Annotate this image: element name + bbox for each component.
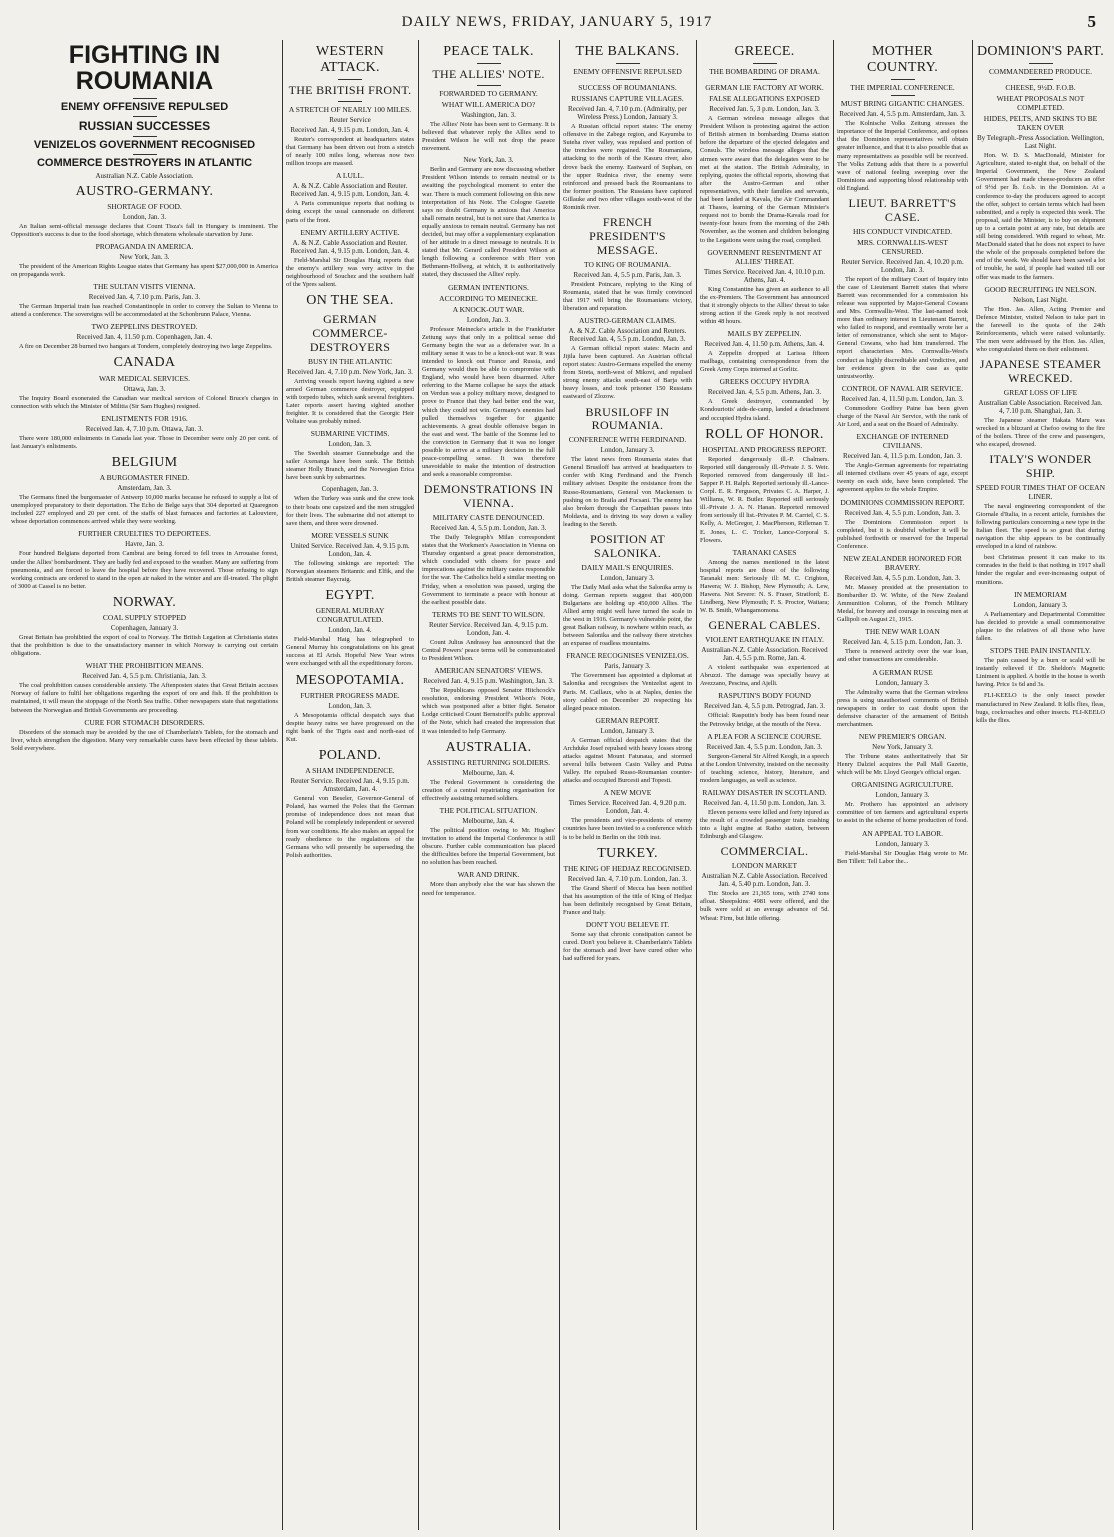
column-3 xyxy=(418,40,558,1530)
section-heading: THE BRITISH FRONT. xyxy=(288,83,412,98)
subheading: MUST BRING GIGANTIC CHANGES. xyxy=(840,99,965,109)
section-heading: MESOPOTAMIA. xyxy=(295,672,405,688)
section-heading: BELGIUM xyxy=(111,454,178,470)
article-paragraph: An Italian semi-official message declares that Count Tisza's fall in Hungary is imminent. The Opposition's success is due to the food shortage, which threatens wholesale starvation by June. xyxy=(11,222,278,238)
dateline: Received Jan. 4, 11.50 p.m. Athens, Jan. 4. xyxy=(704,340,825,349)
section-heading: POLAND. xyxy=(318,748,382,764)
dateline: A. & N.Z. Cable Association and Reuters. Received Jan. 4, 5.5 p.m. London, Jan. 3. xyxy=(568,326,687,343)
article-paragraph: Reported dangerously ill.-P. Chalmers. Reported still dangerously ill.-Private J. S. Weir. Reported removed from dangerously ill list.-Sapper P. H. Ralph. Reported seriously ill.-Lance-Corpl. E. R. Ferguson, Privates C. A. Harper, J. Williams, W. R. Butler. Reported still seriously ill.-Private J. A. N. Hanan. Reported removed from seriously ill list.-Privates P. M. Carriel, C. S. Kelly, A. McGregor, J. MacPherson, Rifleman T. E. Jones, L. C. Tricker, Lance-Corporal S. Flowers. xyxy=(700,455,829,544)
subheading: WAR MEDICAL SERVICES. xyxy=(99,373,190,383)
separator-rule xyxy=(338,79,362,80)
article-paragraph: The president of the American Rights League states that Germany has spent $27,000,000 in America on propaganda work. xyxy=(11,263,278,279)
section-heading: THE BALKANS. xyxy=(575,44,680,59)
subheading: COMMANDEERED PRODUCE. xyxy=(989,67,1092,77)
dateline: Received Jan. 4, 5.5 p.m. Petrograd, Jan. 3. xyxy=(703,702,826,711)
article-paragraph: The Kolnische Volks Zeitung stresses the importance of the Imperial Conference, and opines that the Dominion representatives will obtain greater influence, and that it is also possible that as many representatives as possible will be received. The Volks Zeitung adds that there is a powerful wave of national feeling sweeping over the Dominions and supporting blood relationship with old England. xyxy=(837,120,968,192)
separator-rule xyxy=(133,136,157,137)
dateline: Times Service. Received Jan. 4, 9.20 p.m. London, Jan. 4. xyxy=(568,799,687,816)
subheading: RUSSIANS CAPTURE VILLAGES. xyxy=(571,94,684,104)
dateline: A. & N.Z. Cable Association and Reuter. Received Jan. 4, 9.15 p.m. London, Jan. 4. xyxy=(290,182,410,199)
separator-rule xyxy=(338,101,362,102)
separator-rule xyxy=(891,79,915,80)
separator-rule xyxy=(133,154,157,155)
article-paragraph: There were 180,000 enlistments in Canada last year. Those in December were only 20 per cent. of last January's enlistments. xyxy=(11,434,278,450)
column-2 xyxy=(282,40,417,1530)
headline: RUSSIAN SUCCESSES xyxy=(78,119,211,134)
article-paragraph: Berlin and Germany are now discussing whether President Wilson intends to remain neutral or is awaiting the psychological moment to enter the war. There is much comment following on this new interpretation of his Note. The Cologne Gazette says no doubt Germany is anxious that America shall remain neutral, but is not sure that America is equally anxious to remain neutral. Germany has not decided, but may offer a supplementary explanation of her attitude in a direct message to neutrals. It is stated that Mr. Gerard called President Wilson at length following a conference with Herr von Bethmann-Hollweg, at which, it is authoritatively stated, they discussed the Allies' reply. xyxy=(422,166,555,279)
dateline: New York, January 3. xyxy=(872,743,933,751)
article-paragraph: FLI-KEELO is the only insect powder manufactured in New Zealand. It kills flies, fleas, bugs, cockroaches and other insects. FLI-KEELO kills the flies. xyxy=(976,692,1105,724)
column-1 xyxy=(8,40,281,1530)
article-paragraph: The following sinkings are reported: The Norwegian steamers Britannic and Elfik, and the British steamer Baycraig. xyxy=(286,559,414,583)
subheading: A BURGOMASTER FINED. xyxy=(99,473,190,483)
dateline: London, January 3. xyxy=(600,573,655,582)
section-heading: EGYPT. xyxy=(325,588,375,604)
separator-rule xyxy=(1029,63,1053,64)
article-paragraph: A German official report states: Macin and Jijila have been captured. An Austrian official report states: Austro-Germans expelled the enemy from Sireta, north-west of Mikovi, and repulsed strong enemy attacks south-east of Barja with heavy losses, and took prisoner 150 Russians eastward of Zlozow. xyxy=(563,344,692,401)
article-paragraph: The coal prohibition causes considerable anxiety. The Aftenposten states that Great Britain accuses Norway of failure to fulfil her obligations regarding the export of ore and fish. If the prohibition is maintained, it will mean the stoppage of the North Sea traffic. Other newspapers state that negotiations between the Norwegian and British Governments are proceeding. xyxy=(11,682,278,714)
article-paragraph: The Dominions Commission report is completed, but it is doubtful whether it will be published forthwith or reserved for the Imperial Conference. xyxy=(837,518,968,550)
dateline: Received Jan. 4, 5.5 p.m. Athens, Jan. 3. xyxy=(707,388,822,397)
article-paragraph: The Hon. Jas. Allen, Acting Premier and Defence Minister, visited Nelson to take part in the farewell to the quota of the 24th Reinforcements, which were raised voluntarily. The men were addressed by the Hon. Jas. Allen, who congratulated them on their enlistment. xyxy=(976,305,1105,354)
article-paragraph: A Greek destroyer, commanded by Kondouriotis' aide-de-camp, landed a detachment and occupied Hydra island. xyxy=(700,398,829,422)
subheading: SUCCESS OF ROUMANIANS. xyxy=(578,83,677,93)
subheading: LONDON MARKET xyxy=(731,861,798,871)
section-heading: COMMERCIAL. xyxy=(720,844,809,859)
section-heading: JAPANESE STEAMER WRECKED. xyxy=(979,357,1102,385)
subheading: A GERMAN RUSE xyxy=(872,667,933,677)
article-paragraph: Mr. Massey presided at the presentation to Bombardier D. W. White, of the New Zealand Ammunition Column, of the French Military Medal, for bravery and courage in rescuing men at Gallipoli on August 21, 1915. xyxy=(837,583,968,624)
subheading: CONTROL OF NAVAL AIR SERVICE. xyxy=(841,383,964,393)
article-paragraph: Reuter's correspondent at headquarters states that Germany has been driven out from a stretch of nearly 100 miles long, whereas now two million troops are massed. xyxy=(286,135,414,168)
subheading: SUBMARINE VICTIMS. xyxy=(310,429,390,439)
subheading: THE NEW WAR LOAN xyxy=(865,627,940,637)
article-paragraph: The Daily Telegraph's Milan correspondent states that the Workmen's Association in Vienna on Thursday organised a great peace demonstration, which concluded with cheers for peace and imprecations against the military castes responsible for the war. The Catholics held a similar meeting on Friday, when a resolution was passed, urging the Government to terminate a peace with honour at the earliest possible date. xyxy=(422,533,555,606)
article-paragraph: The Republicans opposed Senator Hitchcock's resolution, endorsing President Wilson's Note, which was postponed after a bitter fight. Senator Lodge criticised Count Bernstorff's public approval of the Note, which had created the impression that it was intended to help Germany. xyxy=(422,687,555,735)
dateline: Received Jan. 4, 5.5 p.m. London, Jan. 3. xyxy=(706,742,823,751)
subheading: FRANCE RECOGNISES VENIZELOS. xyxy=(566,651,689,661)
subheading: HIDES, PELTS, AND SKINS TO BE TAKEN OVER xyxy=(983,114,1098,133)
dateline: Reuter Service xyxy=(329,115,371,124)
subheading: GOVERNMENT RESENTMENT AT ALLIES' THREAT. xyxy=(707,247,822,266)
dateline: Received Jan. 4, 5.5 p.m. Amsterdam, Jan. 3. xyxy=(839,110,966,119)
subheading: RASPUTIN'S BODY FOUND xyxy=(718,691,811,701)
section-heading: PEACE TALK. xyxy=(443,44,534,59)
subheading: ASSISTING RETURNING SOLDIERS. xyxy=(426,757,551,767)
subheading: WHAT WILL AMERICA DO? xyxy=(441,99,536,109)
dateline: London, Jan. 3. xyxy=(328,701,372,710)
headline: FIGHTING IN ROUMANIA xyxy=(68,41,221,96)
subheading: HIS CONDUCT VINDICATED. xyxy=(852,226,953,236)
section-heading: MOTHER COUNTRY. xyxy=(867,44,938,76)
article-paragraph: Eleven persons were killed and forty injured as the result of a crowded passenger train crashing into a light engine at Ratho station, between Edinburgh and Glasgow. xyxy=(700,809,829,841)
article-paragraph: The Government has appointed a diplomat at Salonika and recognises the Venizelist agent in Paris. M. Caillaux, who is at Naples, denies the story cabled on December 20 respecting his alleged peace mission. xyxy=(563,672,692,712)
section-heading: CANADA xyxy=(113,355,176,371)
article-paragraph: The Japanese steamer Hakata Maru was wrecked in a blizzard at Chefoo owing to the fire of the boilers. Three of the crew and passengers, who escaped, drowned. xyxy=(976,416,1105,449)
dateline: New York, Jan. 3. xyxy=(463,156,514,165)
subheading: A SHAM INDEPENDENCE. xyxy=(305,766,395,776)
column-5 xyxy=(696,40,832,1530)
dateline: London, January 3. xyxy=(600,446,655,455)
subheading: BUSY IN THE ATLANTIC xyxy=(308,356,392,366)
dateline: Received Jan. 4, 5.5 p.m. London, Jan. 3. xyxy=(430,523,547,532)
article-paragraph: The Germans fined the burgomaster of Antwerp 10,000 marks because he refused to supply a list of unemployed preparatory to their deportation. The Echo de Belge says that 304 deported at Quaregnon included 227 employed and 20 per cent. of the staffs of blast furnaces and factories at Lalouviere, whose deportation commences arrived while they were working. xyxy=(11,494,278,526)
separator-rule xyxy=(133,98,157,99)
dateline: Australian N.Z. Cable Association. xyxy=(95,171,194,180)
dateline: Australian Cable Association. Received Jan. 4, 7.10 p.m. Shanghai, Jan. 3. xyxy=(978,398,1103,415)
article-paragraph: The Tribune states authoritatively that Sir Henry Dalziel acquires the Pall Mall Gazette, which will be Mr. Lloyd George's official organ. xyxy=(837,753,968,777)
separator-rule xyxy=(1029,79,1053,80)
separator-rule xyxy=(753,63,777,64)
article-paragraph: The Anglo-German agreements for repatriating all interned civilians over 45 years of age, except twenty on each side, have been completed. The agreement applies to the whole Empire. xyxy=(837,462,968,494)
article-paragraph: More than anybody else the war has shown the need for temperance. xyxy=(422,881,555,897)
article-paragraph: The Daily Mail asks what the Salonika army is doing. German reports suggest that 400,000 Bulgarians are holding up 450,000 Allies. The Allied army might well have turned the scale in the west in 1916. Germany's vulnerable point, the great Balkan railway, is nowhere within reach, as between Salonika and the railway there stretches an expanse of roadless mountains. xyxy=(563,583,692,648)
subheading: DOMINIONS COMMISSION REPORT. xyxy=(840,497,965,507)
subheading: NEW PREMIER'S ORGAN. xyxy=(858,732,947,741)
article-paragraph: The pain caused by a burn or scald will be instantly relieved if Dr. Sheldon's Magnetic Liniment is applied. A bottle in the house is worth having. Price 1s 6d and 3s. xyxy=(976,657,1105,689)
section-heading: ROLL OF HONOR. xyxy=(705,426,824,442)
subheading: FORWARDED TO GERMANY. xyxy=(439,88,538,98)
section-heading: GERMAN COMMERCE-DESTROYERS xyxy=(309,312,391,354)
subheading: VIOLENT EARTHQUAKE IN ITALY. xyxy=(705,635,824,645)
dateline: Received Jan. 4, 7.10 p.m. Ottawa, Jan. 3. xyxy=(85,424,204,433)
headline: COMMERCE DESTROYERS IN ATLANTIC xyxy=(36,157,253,170)
separator-rule xyxy=(133,116,157,117)
article-paragraph: Official: Rasputin's body has been found near the Petrovsky bridge, at the mouth of the Neva. xyxy=(700,712,829,728)
article-paragraph: A Russian official report states: The enemy offensive in the Zabege region, and Kayumba to Suteha river valley, was repulsed and portion of the trenches were regained. The Roumanians, attacking to the north of the Kasuru river, also drove back the enemy. Eastward of Suphan, on the upper Rudnica river, the enemy were reinforced and pressed back the Roumanians to the former position. The Russians have captured Gillauke and two other villages south-west of the Rominik river. xyxy=(563,123,692,212)
separator-rule xyxy=(891,95,915,96)
subheading: IN MEMORIAM xyxy=(1014,589,1067,599)
section-heading: GENERAL CABLES. xyxy=(708,618,821,633)
dateline: Nelson, Last Night. xyxy=(1013,295,1068,304)
subheading: A PLEA FOR A SCIENCE COURSE. xyxy=(707,731,822,741)
dateline: Australian N.Z. Cable Association. Received Jan. 4, 5.40 p.m. London, Jan. 3. xyxy=(701,872,828,889)
article-paragraph: A violent earthquake was experienced at Abruzzi. The damage was specially heavy at Avezzano, Pescina, and Ajelli. xyxy=(700,664,829,688)
section-heading: AUSTRALIA. xyxy=(445,739,532,755)
section-heading: NORWAY. xyxy=(112,594,177,610)
dateline: Received Jan. 4, 11.50 p.m. London, Jan. 3. xyxy=(703,799,826,808)
separator-rule xyxy=(616,79,640,80)
subheading: WAR AND DRINK. xyxy=(457,870,520,880)
article-paragraph: Surgeon-General Sir Alfred Keogh, in a speech at the London University, insisted on the necessity of teaching science, history, literature, and modern languages, as well as science. xyxy=(700,752,829,784)
article-paragraph: A Paris communique reports that nothing is doing except the usual cannonade on different parts of the front. xyxy=(286,200,414,224)
dateline: Copenhagen, January 3. xyxy=(110,623,179,632)
separator-rule xyxy=(616,63,640,64)
dateline: London, Jan. 3. xyxy=(466,315,511,324)
subheading: ORGANISING AGRICULTURE. xyxy=(851,780,954,790)
dateline: London, January 3. xyxy=(1013,600,1068,609)
section-heading: AUSTRO-GERMANY. xyxy=(75,183,214,199)
article-paragraph: A Zeppelin dropped at Larissa fifteen mailbags, containing correspondence from the Greek Army Corps interned at Gorlitz. xyxy=(700,350,829,374)
subheading: GERMAN INTENTIONS. xyxy=(448,282,529,292)
article-paragraph: General von Beseler, Governor-General of Poland, has warned the Poles that the German promise of independence does not mean that Poland will be completely independent or severed from war conditions. He also makes an appeal for ready obedience to the regulations of the Germans who will presently be superseding the Polish authorities. xyxy=(286,795,414,859)
subheading: GERMAN REPORT. xyxy=(595,715,660,725)
section-heading: DEMONSTRATIONS IN VIENNA. xyxy=(423,482,554,511)
subheading: FURTHER CRUELTIES TO DEPORTEES. xyxy=(78,529,211,539)
subheading: A NEW MOVE xyxy=(603,788,652,798)
column-4 xyxy=(559,40,695,1530)
subheading: MAILS BY ZEPPELIN. xyxy=(727,329,802,339)
subheading: TWO ZEPPELINS DESTROYED. xyxy=(91,322,198,332)
article-paragraph: Four hundred Belgians deported from Cambrai are being forced to fell trees in Arrouaise forest, under the Allies' bombardment. They are badly fed and exposed to the weather. Many are suffering from pneumonia, and are forced to leave the hospital before they have recovered. Those refusing to sign working contracts are ordered to stand in the open air naked in the winter and are ill-treated. The plight of 3000 at Cassel is no better. xyxy=(11,550,278,590)
section-heading: WESTERN ATTACK. xyxy=(315,44,385,76)
section-heading: FRENCH PRESIDENT'S MESSAGE. xyxy=(589,215,666,257)
column-7 xyxy=(972,40,1108,1530)
dateline: London, Jan. 4. xyxy=(328,626,372,635)
section-heading: ITALY'S WONDER SHIP. xyxy=(989,452,1092,480)
dateline: Washington, Jan. 3. xyxy=(461,110,516,119)
article-paragraph: Professor Meinecke's article in the Frankfurter Zeitung says that only in a political sense did Germany begin the war as a defensive war. In a military sense it was to be a knock-out war. It was intended to knock out France and Russia, and Germany would then be able to compromise with England, who would have been disarmed. After referring to the Marne collapse he says the attack on Verdun was a policy military move, designed to prove to France that they had better end the war, which they could not win. Germany's enemies had pulled themselves together for gigantic achievements. A great double offensive began in the east and west. The battle of the Somme led to the conviction in Germany that it was no longer possible to arrive at a military decision in the full peace-compelling sense. It was therefore unavoidable to make the intention of destruction and seek a reasonable compromise. xyxy=(422,325,555,479)
subheading: CHEESE, 9½D. F.O.B. xyxy=(1005,83,1076,93)
headline: ENEMY OFFENSIVE REPULSED xyxy=(60,100,229,113)
subheading: A LULL. xyxy=(336,171,364,181)
article-paragraph: The Grand Sherif of Mecca has been notified that his assumption of the title of King of Hedjaz has been definitely recognised by Great Britain, France and Italy. xyxy=(563,884,692,917)
article-paragraph: best Christmas present it can make to its comrades in the field is that nothing in 1917 shall hinder the regular and ever-increasing output of munitions. xyxy=(976,554,1105,586)
subheading: RAILWAY DISASTER IN SCOTLAND. xyxy=(702,788,827,798)
dateline: Reuter Service. Received Jan. 4, 10.20 p.m. London, Jan. 3. xyxy=(841,257,964,274)
dateline: London, January 3. xyxy=(600,726,655,735)
subheading: ENLISTMENTS FOR 1916. xyxy=(101,413,188,423)
dateline: Melbourne, Jan. 4. xyxy=(462,768,515,777)
page-number: 5 xyxy=(1087,12,1096,31)
article-paragraph: The Federal Government is considering the creation of a central repatriating organisation for effectively assisting returned soldiers. xyxy=(422,778,555,802)
separator-rule xyxy=(753,79,777,80)
article-paragraph: Some say that chronic constipation cannot be cured. Don't you believe it. Chamberlain's Tablets for the stomach and liver have cured other who had suffered for years. xyxy=(563,931,692,963)
section-heading: POSITION AT SALONIKA. xyxy=(590,531,665,560)
article-paragraph: The presidents and vice-presidents of enemy countries have been invited to a conference which is to be held in Berlin on the 10th inst. xyxy=(563,817,692,841)
article-paragraph: There is renewed activity over the war loan, and other transactions are considerable. xyxy=(837,648,968,664)
article-paragraph: The report of the military Court of Inquiry into the case of Lieutenant Barrett states that where Barrett was recommended for a commission his release was supported by Major-General Cowans and Mrs. Cornwallis-West. The last-named took more than ordinary interest in Lieutenant Barrett, who failed to respond, and eventually wrote her a letter of remonstrance, which she sent to Major-General Cowans, who had him transferred. The report characterises Mrs. Cornwallis-West's conduct as highly discreditable and vindictive, and her evidence given in the case as quite untrustworthy. xyxy=(837,275,968,380)
article-paragraph: Field-Marshal Haig has telegraphed to General Murray his congratulations on his great success at El Arish. Hopeful New Year wires were exchanged with all the expeditionary forces. xyxy=(286,636,414,668)
subheading: COAL SUPPLY STOPPED xyxy=(102,612,187,622)
subheading: FURTHER PROGRESS MADE. xyxy=(300,690,400,700)
section-heading: TURKEY. xyxy=(597,845,658,861)
dateline: London, Jan. 3. xyxy=(328,440,372,449)
subheading: THE BOMBARDING OF DRAMA. xyxy=(709,67,820,77)
subheading: WHAT THE PROHIBITION MEANS. xyxy=(85,661,204,671)
dateline: London, Jan. 3. xyxy=(122,212,167,221)
article-paragraph: Mr. Prothero has appointed an advisory committee of ten farmers and agricultural experts to assist in the scheme of home production of food. xyxy=(837,801,968,825)
article-paragraph: A German wireless message alleges that President Wilson is protesting against the action of British airmen in bombarding Drama station before the departure of the ejected delegates and Consuls. The wireless message alleges that the airmen were aware that the delegates were to be met at the station. The British Admiralty, in replying, quotes the official reports, showing that after the Austro-German and other representatives, with their families and servants, had been landed at Kavala, the Air Commandant at Thasos, learning of the German Minister's request not to bomb the Drama-Kavala road for twenty-four hours from the morning of the 24th November, as the women and children belonging to the Legations were using the road, complied. xyxy=(700,115,829,244)
article-paragraph: Arriving vessels report having sighted a new armed German commerce destroyer, equipped with torpedo tubes, which sank several freighters. Later reports assert having sighted another freighter. It is considered that the Georgic Heir Voltaire was probably mined. xyxy=(286,377,414,425)
subheading: NEW ZEALANDER HONORED FOR BRAVERY. xyxy=(843,553,962,572)
article-paragraph: The German Imperial train has reached Constantinople in order to convey the Sultan to Vienna to attend a conference. The sovereigns will be accommodated at the Schonbrunn Palace, Vienna. xyxy=(11,303,278,319)
subheading: THE KING OF HEDJAZ RECOGNISED. xyxy=(563,863,692,873)
article-paragraph: Tin: Stocks are 21,365 tons, with 2740 tons afloat. Sheepskins: 4981 were offered, and the bulk were sold at an average advance of 5d. Wheat: Firm, but little offering. xyxy=(700,890,829,922)
article-paragraph: The latest news from Roumania states that General Brusiloff has arrived at headquarters to confer with King Ferdinand and the French military adviser. Despite the resistance from the Russo-Roumanians, General von Mackensen is pushing on to Braila and Focsani. The enemy has also broken through the Carpathian passes into Moldavia, and is driving its way down a valley leading to the Sereth. xyxy=(563,456,692,528)
article-paragraph: The naval engineering correspondent of the Giornale d'Italia, in a recent article, furnishes the following particulars concerning a new type in the Italian fleet. The speed is so great that during navigation the ship appears to be continually enveloped in a kind of rainbow. xyxy=(976,502,1105,551)
dateline: Times Service. Received Jan. 4, 10.10 p.m. Athens, Jan. 4. xyxy=(703,267,826,284)
dateline: Received Jan. 4, 11.50 p.m. London, Jan. 3. xyxy=(841,394,964,403)
subheading: GOOD RECRUITING IN NELSON. xyxy=(984,284,1097,294)
subheading: CONFERENCE WITH FERDINAND. xyxy=(568,435,687,445)
subheading: MRS. CORNWALLIS-WEST CENSURED. xyxy=(857,237,948,256)
article-paragraph: The Inquiry Board exonerated the Canadian war medical services of Colonel Bruce's charges in connection with which the Minister of Militia (Sir Sam Hughes) resigned. xyxy=(11,394,278,410)
article-paragraph: President Poincare, replying to the King of Roumania, stated that he was firmly convinced that 1917 will bring the Roumanians victory, liberation and reparation. xyxy=(563,280,692,312)
separator-rule xyxy=(477,63,501,64)
article-paragraph: The Admiralty warns that the German wireless press is using unauthorised comments of British newspapers in order to cast doubt upon the defensive character of the armament of British merchantmen. xyxy=(837,688,968,728)
subheading: TARANAKI CASES xyxy=(732,547,797,557)
headline: VENIZELOS GOVERNMENT RECOGNISED xyxy=(33,138,256,151)
dateline: Received Jan. 4, 7.10 p.m. (Admiralty, per Wireless Press.) London, January 3. xyxy=(568,105,687,122)
article-paragraph: Disorders of the stomach may be avoided by the use of Chamberlain's Tablets, for the stomach and liver, which strengthen the digestion. Many very remarkable cures have been effected by these tablets. Sold everywhere. xyxy=(11,728,278,752)
article-paragraph: The Allies' Note has been sent to Germany. It is believed that whatever reply the Allies send to President Wilson he will not drop the peace movement. xyxy=(422,120,555,153)
dateline: London, January 3. xyxy=(875,839,930,848)
article-paragraph: Commodore Godfrey Paine has been given charge of the Naval Air Service, with the rank of Air Lord, and a seat on the Board of Admiralty. xyxy=(837,404,968,429)
subheading: SHORTAGE OF FOOD. xyxy=(107,201,182,211)
subheading: SPEED FOUR TIMES THAT OF OCEAN LINER. xyxy=(976,482,1105,501)
dateline: Paris, January 3. xyxy=(604,662,651,671)
dateline: Received Jan. 4, 5.5 p.m. London, Jan. 3. xyxy=(844,508,961,517)
dateline: A. & N.Z. Cable Association and Reuter. Received Jan. 4, 9.15 p.m. London, Jan. 4. xyxy=(290,238,410,255)
dateline: Received Jan. 4, 11.5 p.m. London, Jan. 3. xyxy=(843,452,962,461)
article-paragraph: Field-Marshal Sir Douglas Haig wrote to Mr. Ben Tillett: Tell Labor the... xyxy=(837,849,968,865)
subheading: A STRETCH OF NEARLY 100 MILES. xyxy=(288,104,412,114)
subheading: DON'T YOU BELIEVE IT. xyxy=(585,920,670,930)
subheading: EXCHANGE OF INTERNED CIVILIANS. xyxy=(856,432,949,451)
subheading: THE POLITICAL SITUATION. xyxy=(439,806,538,816)
subheading: THE SULTAN VISITS VIENNA. xyxy=(93,282,196,292)
dateline: Received Jan. 4, 9.15 p.m. Washington, Jan. 3. xyxy=(423,677,554,686)
dateline: United Service. Received Jan. 4, 9.15 p.m. London, Jan. 4. xyxy=(290,541,410,558)
article-paragraph: Field-Marshal Sir Douglas Haig reports that the enemy's artillery was very active in the neighbourhood of Souchez and the southern half of the Ypres salient. xyxy=(286,256,414,288)
article-paragraph: Great Britain has prohibited the export of coal to Norway. The British Legation at Christiania states that the prohibition is due to the unsatisfactory manner in which Norway is carrying out certain obligations. xyxy=(11,633,278,658)
article-paragraph: A Mesopotamia official despatch says that despite heavy rains we have progressed on the right bank of the Tigris east and north-east of Kut. xyxy=(286,711,414,743)
subheading: ENEMY OFFENSIVE REPULSED xyxy=(573,67,682,77)
subheading: ACCORDING TO MEINECKE. xyxy=(439,293,538,303)
dateline: Received Jan. 4, 9.15 p.m. London, Jan. 4. xyxy=(290,125,410,134)
subheading: ENEMY ARTILLERY ACTIVE. xyxy=(300,227,400,237)
subheading: AN APPEAL TO LABOR. xyxy=(861,828,944,838)
dateline: Received Jan. 4, 7.10 p.m. London, Jan. 3. xyxy=(567,874,688,883)
section-heading: DOMINION'S PART. xyxy=(976,44,1105,59)
dateline: Received Jan. 4, 5.5 p.m. Christiania, Jan. 3. xyxy=(82,672,207,681)
dateline: Reuter Service. Received Jan. 4, 9.15 p.m. London, Jan. 4. xyxy=(429,620,548,637)
dateline: Received Jan. 4, 7.10 p.m. New York, Jan. 3. xyxy=(287,367,413,376)
article-paragraph: The political position owing to Mr. Hughes' invitation to attend the Imperial Conference is still obscure. Further cable communication has placed the difficulties before the Imperial Government, but no solution has been reached. xyxy=(422,827,555,867)
dateline: By Telegraph.-Press Association. Wellington, Last Night. xyxy=(976,134,1104,151)
subheading: WHEAT PROPOSALS NOT COMPLETED. xyxy=(996,94,1085,113)
article-paragraph: Hon. W. D. S. MacDonald, Minister for Agriculture, stated to-night that, on behalf of the Imperial Government, the New Zealand Government had made cheese-producers an offer of 9½d per lb. f.o.b. in the Dominion. At a conference to-day the producers agreed to accept the offer, subject to certain terms which had been submitted, and a reply is expected this week. The proposal, said the Minister, is to buy on shipment up to a certain point at any rate, but details are still being considered. With regard to wheat, Mr. MacDonald stated that he does not expect to have the whole of the proposals completed before the end of the week. We should have been saved a lot of trouble, he said, if people had waited till our offer was made to the farmers. xyxy=(976,152,1105,281)
dateline: New York, Jan. 3. xyxy=(119,253,170,262)
subheading: PROPAGANDA IN AMERICA. xyxy=(95,242,194,252)
dateline: Havre, Jan. 3. xyxy=(125,540,164,549)
subheading: GENERAL MURRAY CONGRATULATED. xyxy=(315,606,385,625)
subheading: MILITARY CASTE DENOUNCED. xyxy=(432,512,545,522)
dateline: Amsterdam, Jan. 3. xyxy=(117,484,172,493)
article-paragraph: A Parliamentary and Departmental Committee has decided to provide a small commemorative plaque to the relatives of all those who have fallen. xyxy=(976,610,1105,642)
article-paragraph: A fire on December 28 burned two hangars at Tondern, completely destroying two large Zeppelins. xyxy=(19,343,273,351)
column-6 xyxy=(833,40,971,1530)
dateline: Melbourne, Jan. 4. xyxy=(462,817,515,826)
subheading: STOPS THE PAIN INSTANTLY. xyxy=(990,646,1091,656)
dateline: Ottawa, Jan. 3. xyxy=(123,384,166,393)
masthead xyxy=(0,10,1114,40)
dateline: Copenhagen, Jan. 3. xyxy=(321,485,379,494)
separator-rule xyxy=(477,85,501,86)
section-heading: LIEUT. BARRETT'S CASE. xyxy=(848,196,957,224)
section-heading: BRUSILOFF IN ROUMANIA. xyxy=(585,404,670,433)
subheading: A KNOCK-OUT WAR. xyxy=(452,304,525,314)
section-heading: ON THE SEA. xyxy=(306,293,394,309)
dateline: Australian-N.Z. Cable Association. Received Jan. 4, 5.5 p.m. Rome, Jan. 4. xyxy=(701,646,828,663)
article-paragraph: A German official despatch states that the Archduke Josef repulsed with heavy losses strong attacks against Mount Fatunaua, and stormed several hills between Casin Valley and Putna Valley. He repulsed Russo-Roumanian counter-attacks and occupied Burcesti and Topesti. xyxy=(563,736,692,785)
subheading: DAILY MAIL'S ENQUIRIES. xyxy=(581,562,674,572)
subheading: AMERICAN SENATORS' VIEWS. xyxy=(434,666,543,676)
dateline: Received Jan. 4, 5.15 p.m. London, Jan. 3. xyxy=(842,638,963,647)
subheading: TO KING OF ROUMANIA. xyxy=(584,259,671,269)
subheading: AUSTRO-GERMAN CLAIMS. xyxy=(578,315,677,325)
newspaper-masthead-title: DAILY NEWS, FRIDAY, JANUARY 5, 1917 xyxy=(401,14,713,30)
subheading: GREEKS OCCUPY HYDRA xyxy=(719,377,810,387)
subheading: GERMAN LIE FACTORY AT WORK. xyxy=(705,83,824,93)
article-paragraph: When the Turkey was sunk and the crew took to their boats one capsized and the men struggled for their lives. The submarine did not attempt to save them, and three were drowned. xyxy=(286,495,414,527)
dateline: Received Jan. 4, 7.10 p.m. Paris, Jan. 3. xyxy=(88,293,201,302)
subheading: THE IMPERIAL CONFERENCE. xyxy=(850,83,955,93)
subheading: MORE VESSELS SUNK xyxy=(311,530,389,540)
subheading: FALSE ALLEGATIONS EXPOSED xyxy=(709,94,820,104)
article-paragraph: Count Julius Andrassy has announced that the Central Powers' peace terms will be communicated to President Wilson. xyxy=(422,638,555,662)
dateline: Received Jan. 4, 11.50 p.m. Copenhagen, Jan. 4. xyxy=(76,333,213,342)
article-paragraph: Among the names mentioned in the latest hospital reports are those of the following Taranaki men: Seriously ill: M. C. Crighton, Hawera; W. J. Bishop, New Plymouth; A. Lew, Hawera. Not Severe: N. S. Fraser, Stratford; E. Lindberg, New Plymouth; F. S. Proctor, Waitara; W. B. Smith, Whangamomona. xyxy=(700,558,829,615)
section-heading: THE ALLIES' NOTE. xyxy=(432,67,545,82)
dateline: Received Jan. 4, 5.5 p.m. Paris, Jan. 3. xyxy=(573,270,682,279)
dateline: London, January 3. xyxy=(875,678,930,687)
dateline: Received Jan. 4, 5.5 p.m. London, Jan. 3. xyxy=(844,573,961,582)
section-heading: GREECE. xyxy=(734,44,795,59)
article-paragraph: The Swedish steamer Gunnebudge and the sailer Axenanga have been sunk. The British steamer Holly Branch, and the Norwegian Erica have been sunk by submarines. xyxy=(286,450,414,482)
subheading: HOSPITAL AND PROGRESS REPORT. xyxy=(702,444,827,454)
subheading: CURE FOR STOMACH DISORDERS. xyxy=(84,717,205,727)
dateline: London, January 3. xyxy=(875,791,930,800)
subheading: TERMS TO BE SENT TO WILSON. xyxy=(432,609,545,619)
subheading: GREAT LOSS OF LIFE xyxy=(1003,387,1078,397)
dateline: Reuter Service. Received Jan. 4, 9.15 p.m. Amsterdam, Jan. 4. xyxy=(290,777,410,794)
article-paragraph: King Constantine has given an audience to all the ex-Premiers. The Government has announced that it strongly objects to the Allies' threat to take strong action if the Greek reply is not received within 48 hours. xyxy=(700,285,829,325)
dateline: Received Jan. 5, 3 p.m. London, Jan. 3. xyxy=(709,105,820,114)
